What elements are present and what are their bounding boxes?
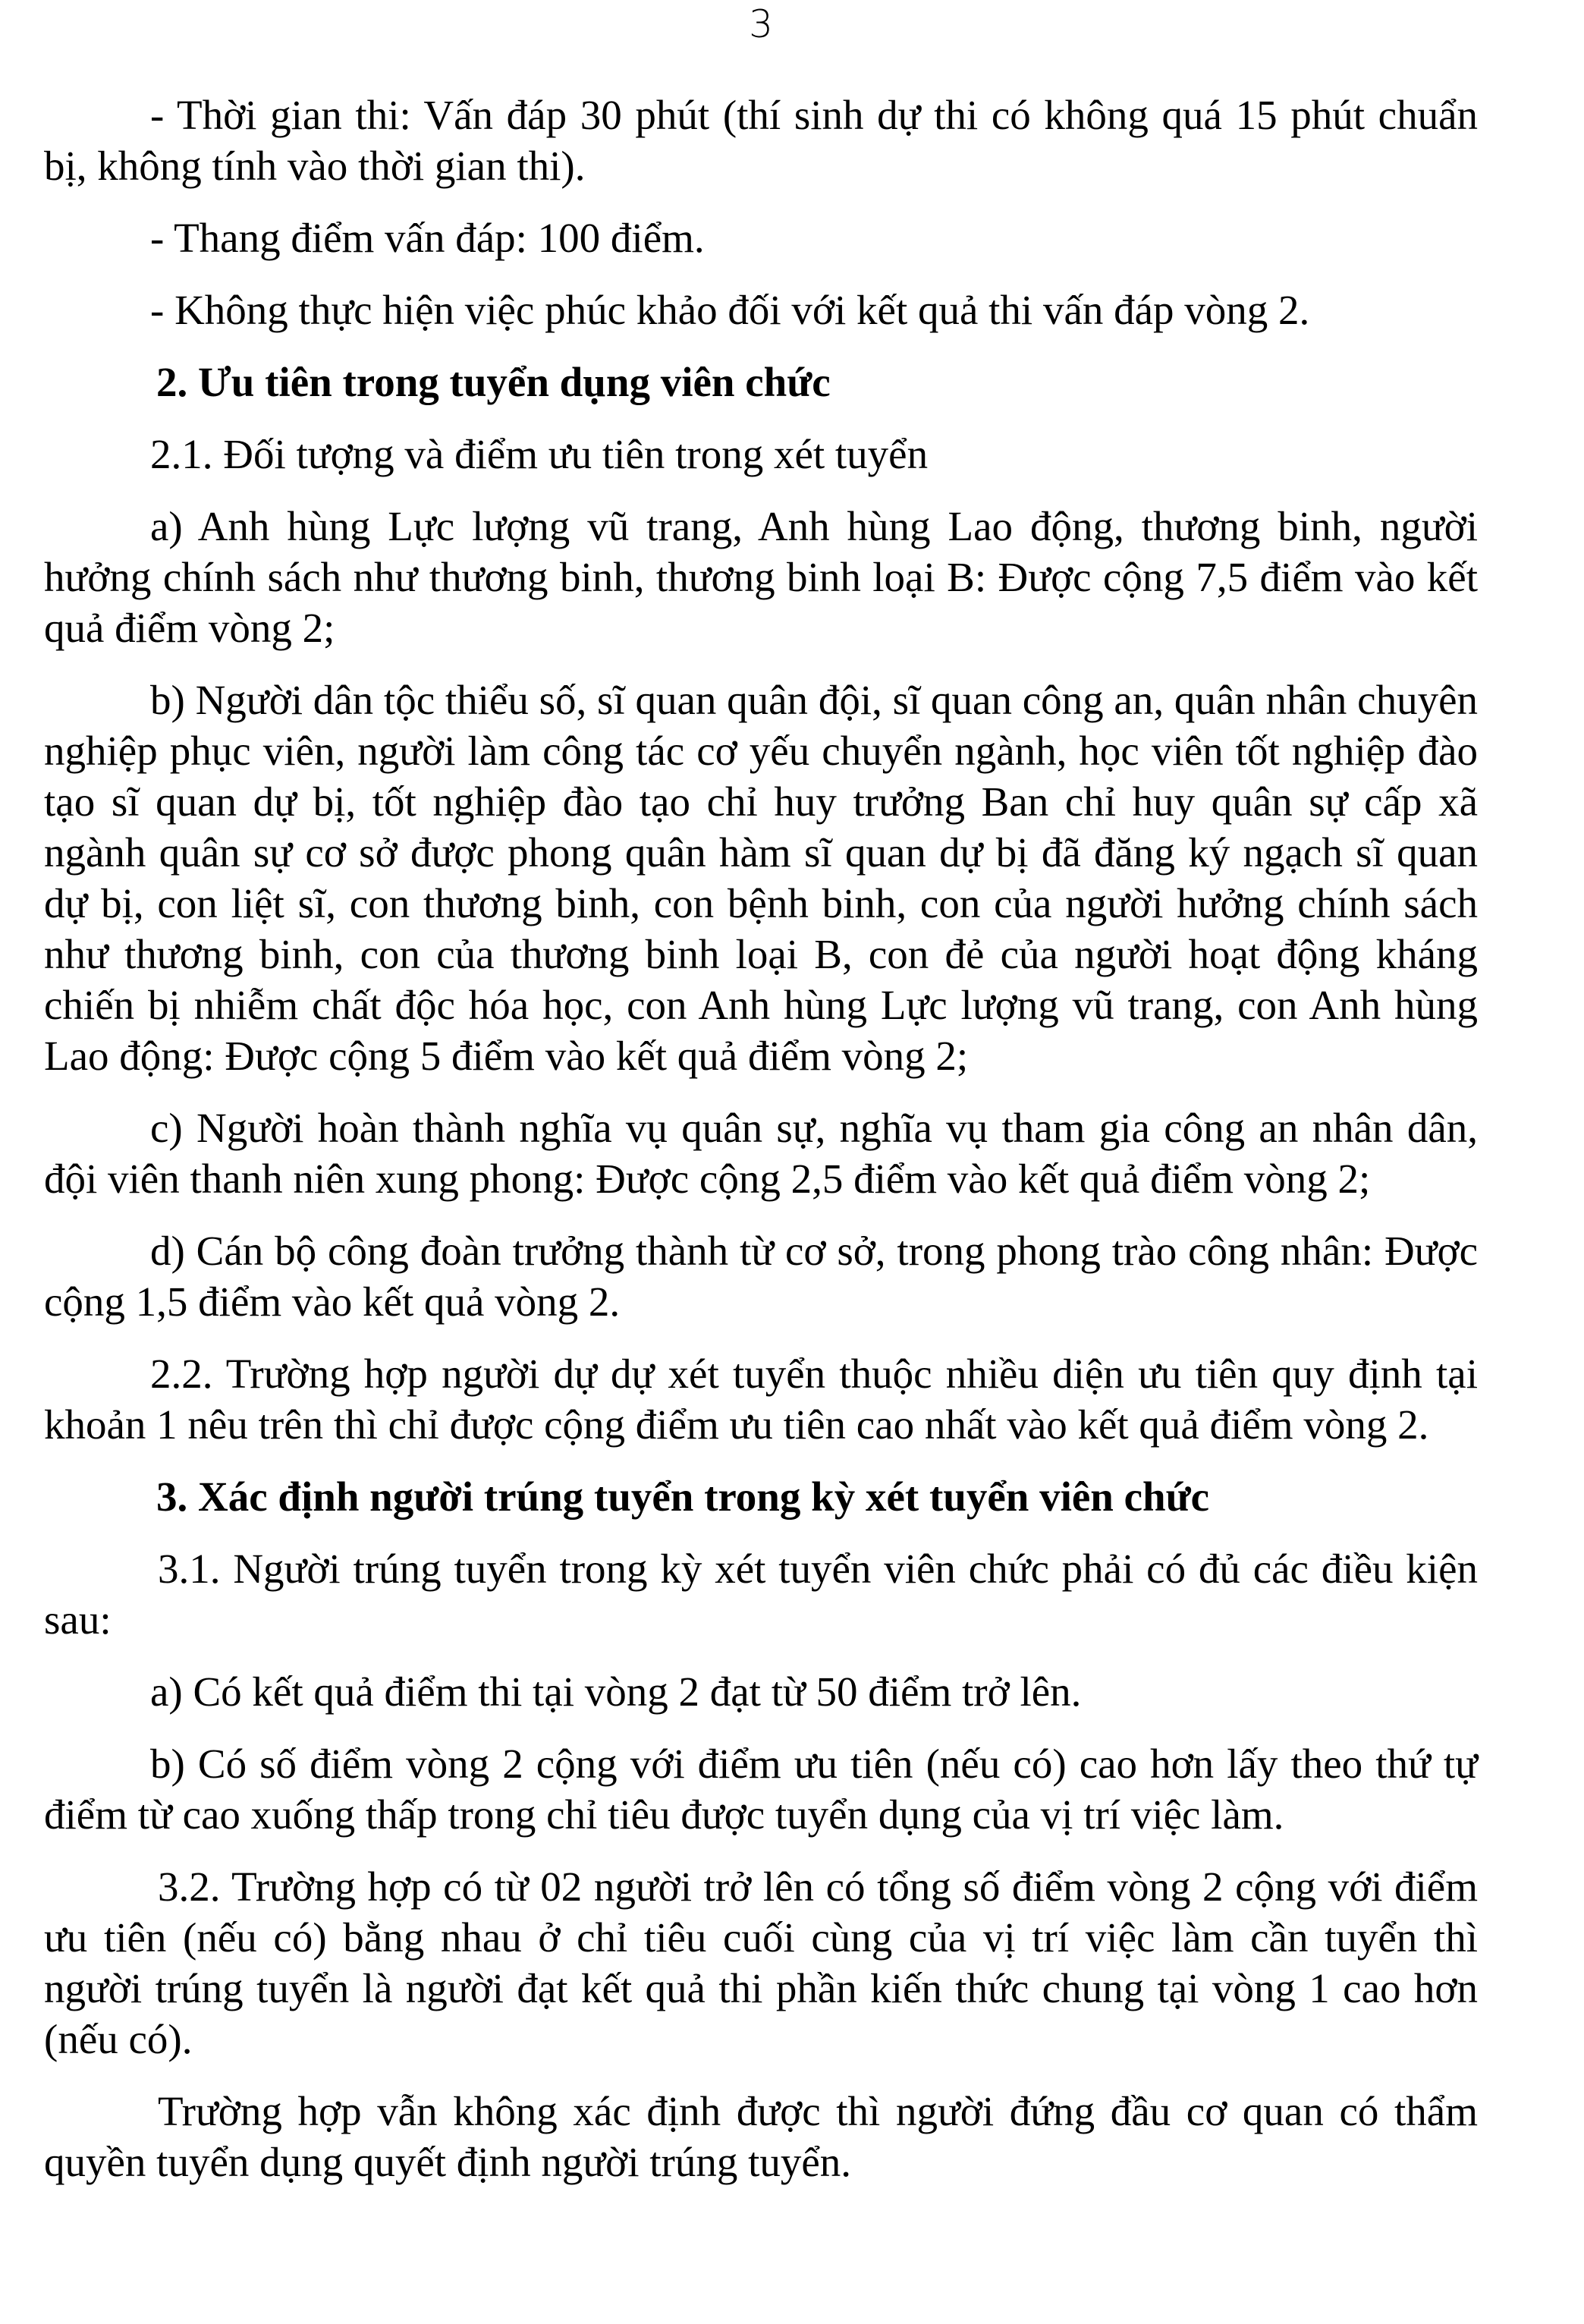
paragraph-final: Trường hợp vẫn không xác định được thì người đứng đầu cơ quan có thẩm quyền tuyển dụng quyết định người trúng tuyển. [44, 2088, 1478, 2185]
page-number: 3 [749, 2, 773, 46]
subsection-heading-2-1: 2.1. Đối tượng và điểm ưu tiên trong xét tuyển [150, 431, 929, 477]
paragraph-2-2: 2.2. Trường hợp người dự dự xét tuyển thuộc nhiều diện ưu tiên quy định tại khoản 1 nêu trên thì chỉ được cộng điểm ưu tiên cao nhất vào kết quả điểm vòng 2. [44, 1351, 1478, 1448]
section-heading-selection: 3. Xác định người trúng tuyển trong kỳ xét tuyển viên chức [156, 1473, 1210, 1520]
section-heading-priority: 2. Ưu tiên trong tuyển dụng viên chức [156, 359, 831, 405]
paragraph-score-scale: - Thang điểm vấn đáp: 100 điểm. [150, 215, 705, 261]
paragraph-item-a: a) Anh hùng Lực lượng vũ trang, Anh hùng Lao động, thương binh, người hưởng chính sách như thương binh, thương binh loại B: Được cộng 7,5 điểm vào kết quả điểm vòng 2; [44, 503, 1478, 651]
paragraph-exam-duration: - Thời gian thi: Vấn đáp 30 phút (thí sinh dự thi có không quá 15 phút chuẩn bị, không tính vào thời gian thi). [44, 92, 1478, 189]
document-body [44, 90, 1478, 2209]
paragraph-item-b: b) Người dân tộc thiểu số, sĩ quan quân đội, sĩ quan công an, quân nhân chuyên nghiệp phục viên, người làm công tác cơ yếu chuyển ngành, học viên tốt nghiệp đào tạo sĩ quan dự bị, tốt nghiệp đào tạo chỉ huy trưởng Ban chỉ huy quân sự cấp xã ngành quân sự cơ sở được phong quân hàm sĩ quan dự bị đã đăng ký ngạch sĩ quan dự bị, con liệt sĩ, con thương binh, con bệnh binh, con của người hưởng chính sách như thương binh, con của thương binh loại B, con đẻ của người hoạt động kháng chiến bị nhiễm chất độc hóa học, con Anh hùng Lực lượng vũ trang, con Anh hùng Lao động: Được cộng 5 điểm vào kết quả điểm vòng 2; [44, 677, 1478, 1079]
paragraph-condition-a: a) Có kết quả điểm thi tại vòng 2 đạt từ 50 điểm trở lên. [150, 1668, 1082, 1715]
paragraph-3-2: 3.2. Trường hợp có từ 02 người trở lên có tổng số điểm vòng 2 cộng với điểm ưu tiên (nếu có) bằng nhau ở chỉ tiêu cuối cùng của vị trí việc làm cần tuyển thì người trúng tuyển là người đạt kết quả thi phần kiến thức chung tại vòng 1 cao hơn (nếu có). [44, 1863, 1478, 2062]
paragraph-item-d: d) Cán bộ công đoàn trưởng thành từ cơ sở, trong phong trào công nhân: Được cộng 1,5 điểm vào kết quả vòng 2. [44, 1228, 1478, 1325]
paragraph-item-c: c) Người hoàn thành nghĩa vụ quân sự, nghĩa vụ tham gia công an nhân dân, đội viên thanh niên xung phong: Được cộng 2,5 điểm vào kết quả điểm vòng 2; [44, 1105, 1478, 1202]
paragraph-3-1: 3.1. Người trúng tuyển trong kỳ xét tuyển viên chức phải có đủ các điều kiện sau: [44, 1546, 1478, 1643]
paragraph-condition-b: b) Có số điểm vòng 2 cộng với điểm ưu tiên (nếu có) cao hơn lấy theo thứ tự điểm từ cao xuống thấp trong chỉ tiêu được tuyển dụng của vị trí việc làm. [44, 1741, 1478, 1838]
paragraph-no-review: - Không thực hiện việc phúc khảo đối với kết quả thi vấn đáp vòng 2. [150, 287, 1310, 333]
document-page [44, 0, 1478, 2324]
